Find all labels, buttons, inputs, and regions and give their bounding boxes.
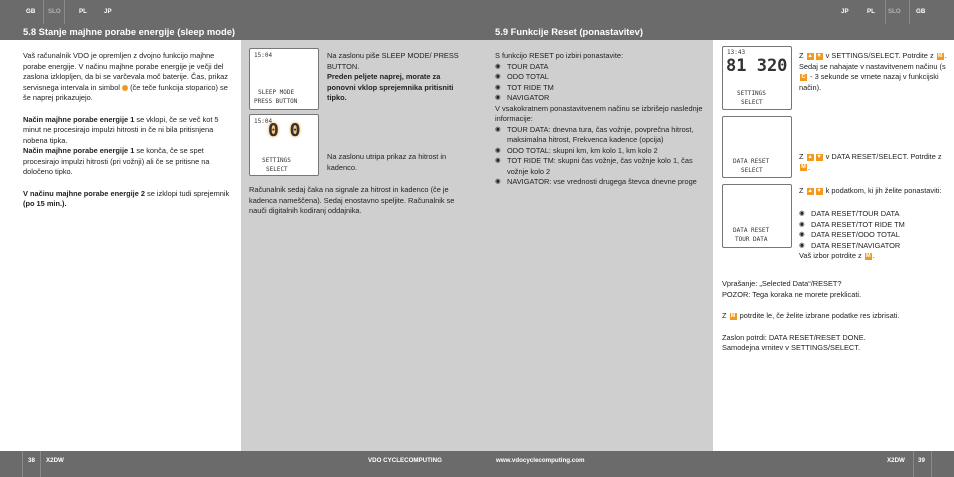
display-data-reset-tour-image xyxy=(722,184,792,248)
text: Na zaslonu utripa prikaz za hitrost in kadenco. xyxy=(327,152,447,172)
c-key-icon: C xyxy=(801,73,806,80)
lang-gb-right[interactable]: GB xyxy=(916,8,926,15)
step-settings-select xyxy=(799,51,949,93)
paragraph xyxy=(23,115,233,147)
sleep-mode-display-text-1 xyxy=(327,51,467,104)
stopwatch-icon xyxy=(122,85,128,91)
lcd-line-1: DATA RESET xyxy=(733,227,770,234)
footer-bar xyxy=(0,451,954,477)
list-item: ◉ TOT RIDE TM: skupni čas vožnje, čas vožnje kolo 1, čas vožnje kolo 2 xyxy=(495,156,707,177)
text: Z xyxy=(799,152,804,161)
divider xyxy=(22,451,23,477)
text: (če teče funkcija stoparico) se še naprej prikazujejo. xyxy=(23,82,228,103)
paragraph xyxy=(23,51,233,104)
lcd-digits: 81 320 xyxy=(726,56,788,76)
text: v DATA RESET/SELECT. Potrdite z xyxy=(825,152,942,161)
step-choose-data xyxy=(799,186,949,197)
reset-info-list xyxy=(495,125,707,188)
website-url[interactable]: www.vdocyclecomputing.com xyxy=(496,457,585,464)
page-number-left: 38 xyxy=(28,457,35,464)
bold-text: (po 15 min.). xyxy=(23,199,67,209)
reset-functions-text xyxy=(495,51,707,188)
divider xyxy=(64,0,65,24)
lcd-line-2: SELECT xyxy=(741,167,763,174)
up-key-icon: ▲ xyxy=(807,153,813,160)
lcd-line-2: SELECT xyxy=(741,99,763,106)
bold-text: Preden peljete naprej, morate za ponovni vklop sprejemnika pritisniti tipko. xyxy=(327,72,454,103)
model-left: X2DW xyxy=(46,457,64,464)
down-key-icon: ▼ xyxy=(816,52,822,59)
step-data-reset-select: Z ▲ ▼ v DATA RESET/SELECT. Potrdite z M . xyxy=(799,152,942,172)
list-item: ◉ DATA RESET/ODO TOTAL xyxy=(799,230,949,241)
lang-gb-left[interactable]: GB xyxy=(26,8,36,15)
display-data-reset-select-image xyxy=(722,116,792,178)
list-item: ◉ NAVIGATOR xyxy=(495,93,707,104)
text: potrdite le, če želite izbrane podatke res izbrisati. xyxy=(739,311,900,321)
lcd-line-1: DATA RESET xyxy=(733,158,770,165)
sleep-mode-display-text-3 xyxy=(249,185,464,217)
list-item: ◉ DATA RESET/TOUR DATA xyxy=(799,209,949,220)
list-item: ◉ TOUR DATA xyxy=(495,62,707,73)
m-key-icon: M xyxy=(865,252,871,259)
display-sleep-mode-image xyxy=(249,48,319,110)
page-number-right: 39 xyxy=(918,457,925,464)
m-key-icon: M xyxy=(730,312,736,319)
divider xyxy=(43,0,44,24)
divider xyxy=(913,451,914,477)
lang-jp-right[interactable]: JP xyxy=(841,8,849,15)
list-item: ◉ TOT RIDE TM xyxy=(495,83,707,94)
text: se vklopi, če se več kot 5 minut ne procesirajo impulzi hitrosti in če ni bila pritisnjena nobena tipka. xyxy=(23,114,219,145)
down-key-icon: ▼ xyxy=(816,187,822,194)
text: Z xyxy=(722,311,727,321)
bold-text: Način majhne porabe energije 1 xyxy=(23,146,135,156)
text: . Sedaj se nahajate v nastavitvenem načinu (s xyxy=(799,51,947,71)
lang-slo-left[interactable]: SLO xyxy=(48,8,61,15)
confirm-line: Vaš izbor potrdite z M . xyxy=(799,251,875,261)
divider xyxy=(885,0,886,24)
paragraph xyxy=(722,311,947,322)
text: v SETTINGS/SELECT. Potrdite z xyxy=(825,51,934,60)
m-key-icon: M xyxy=(801,164,806,171)
list-item: ◉ DATA RESET/NAVIGATOR xyxy=(799,241,949,252)
down-key-icon: ▼ xyxy=(816,153,822,160)
sleep-mode-display-text-2 xyxy=(327,152,467,173)
text: Na zaslonu piše SLEEP MODE/ PRESS BUTTON. xyxy=(327,51,459,71)
section-heading-sleep-mode: 5.8 Stanje majhne porabe energije (sleep mode) xyxy=(0,24,477,40)
section-heading-reset: 5.9 Funkcije Reset (ponastavitev) xyxy=(477,24,954,40)
text: S funkcijo RESET po izbiri ponastavite: xyxy=(495,51,624,60)
divider xyxy=(40,451,41,477)
text: Z xyxy=(799,51,804,60)
text: k podatkom, ki jih želite ponastaviti: xyxy=(825,186,942,195)
text: Vprašanje: „Selected Data“/RESET? xyxy=(722,279,842,288)
text: Računalnik sedaj čaka na signale za hitrost in kadenco (če je kadenca nameščena). Sedaj enostavno speljite. Računalnik se nauči digitalnih kodiranj oddajnika. xyxy=(249,185,455,216)
lcd-time: 15:04 xyxy=(254,118,273,125)
model-right: X2DW xyxy=(887,457,905,464)
list-item: ◉ ODO TOTAL: skupni km, km kolo 1, km kolo 2 xyxy=(495,146,707,157)
list-item: ◉ ODO TOTAL xyxy=(495,72,707,83)
lcd-time: 15:04 xyxy=(254,52,273,59)
data-reset-list xyxy=(799,209,949,251)
divider xyxy=(931,451,932,477)
bold-text: Način majhne porabe energije 1 xyxy=(23,114,135,124)
lang-pl-right[interactable]: PL xyxy=(867,8,875,15)
text: - 3 sekunde se vrnete nazaj v funkcijski način). xyxy=(799,72,939,92)
text: se izklopi tudi sprejemnik xyxy=(147,188,230,198)
lang-jp-left[interactable]: JP xyxy=(104,8,112,15)
up-key-icon: ▲ xyxy=(807,187,813,194)
data-reset-options xyxy=(799,209,949,262)
list-item: ◉ NAVIGATOR: vse vrednosti drugega števca dnevne proge xyxy=(495,177,707,188)
text: POZOR: Tega koraka ne morete preklicati. xyxy=(722,289,862,299)
sleep-mode-text xyxy=(23,51,233,210)
m-key-icon: M xyxy=(937,52,943,59)
paragraph xyxy=(23,189,233,210)
lcd-line-1: SETTINGS xyxy=(737,90,766,97)
lcd-time: 13:43 xyxy=(727,49,746,56)
top-bar-right xyxy=(477,0,954,24)
lcd-digits: 0 0 xyxy=(268,120,301,141)
divider xyxy=(909,0,910,24)
text: Z xyxy=(799,186,804,195)
lcd-line-2: TOUR DATA xyxy=(735,236,768,243)
top-bar-left xyxy=(0,0,477,24)
reset-confirmation-text xyxy=(722,279,947,354)
lang-slo-right[interactable]: SLO xyxy=(888,8,901,15)
display-settings-blink-image xyxy=(249,114,319,176)
text: Vaš računalnik VDO je opremljen z dvojno funkcijo majhne porabe energije. V načinu majhne porabe energije je večji del zaslona izklopljen, da bi se varčevala moč baterije. Čas, prikaz servisnega intervala in simbol xyxy=(23,51,228,92)
text: V vsakokratnem ponastavitvenem načinu se izbrišejo naslednje informacije: xyxy=(495,103,703,124)
display-settings-select-image xyxy=(722,46,792,110)
brand-name: VDO CYCLECOMPUTING xyxy=(368,457,442,464)
text: Samodejna vrnitev v SETTINGS/SELECT. xyxy=(722,343,861,353)
paragraph xyxy=(23,146,233,178)
text: Zaslon potrdi: DATA RESET/RESET DONE. xyxy=(722,332,866,342)
text: Vaš izbor potrdite z xyxy=(799,251,862,261)
lang-pl-left[interactable]: PL xyxy=(79,8,87,15)
up-key-icon: ▲ xyxy=(807,52,813,59)
text: se konča, če se spet procesirajo impulzi hitrosti (pri vožnji) ali če se pritisne na določeno tipko. xyxy=(23,146,210,177)
lcd-line-1: SETTINGS xyxy=(262,157,291,164)
lcd-line-2: PRESS BUTTON xyxy=(254,98,298,105)
lcd-line-2: SELECT xyxy=(266,166,288,173)
reset-options-list xyxy=(495,62,707,104)
lcd-line-1: SLEEP MODE xyxy=(258,89,295,96)
bold-text: V načinu majhne porabe energije 2 xyxy=(23,188,145,198)
list-item: ◉ DATA RESET/TOT RIDE TM xyxy=(799,220,949,231)
list-item: ◉ TOUR DATA: dnevna tura, čas vožnje, povprečna hitrost, maksimalna hitrost, Frekvenca kadence (opcija) xyxy=(495,125,707,146)
